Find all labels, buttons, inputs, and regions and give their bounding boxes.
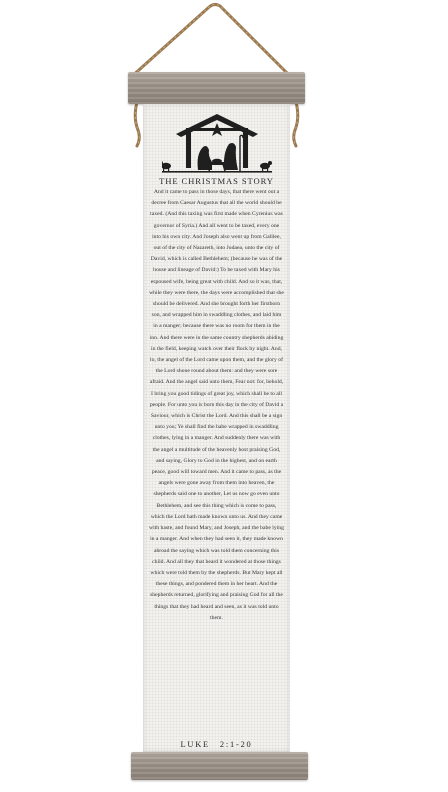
scripture-text: And it came to pass in those days, that there went out a decree from Caesar Augustus that all the world should be taxed. (And this taxing was first made when Cyrenius was governor of Syria.) And all went to be taxed, every one into his own city. And Joseph also went up from Galilee, out of the city of Nazareth, into Judaea, unto the city of David, which is called Bethlehem; (because he was of the house and lineage of David:) To be taxed with Mary his espoused wife, being great with child. And so it was, that, while they were there, the days were accomplished that she should be delivered. And she brought forth her firstborn son, and wrapped him in swaddling clothes, and laid him in a manger; because there was no room for them in the inn. And there were in the same country shepherds abiding in the field, keeping watch over their flock by night. And, lo, the angel of the Lord came upon them, and the glory of the Lord shone round about them: and they were sore afraid. And the angel said unto them, Fear not: for, behold, I bring you good tidings of great joy, which shall be to all people. For unto you is born this day in the city of David a Saviour, which is Christ the Lord. And this shall be a sign unto you; Ye shall find the babe wrapped in swaddling clothes, lying in a manger. And suddenly there was with the angel a multitude of the heavenly host praising God, and saying, Glory to God in the highest, and on earth peace, good will toward men. And it came to pass, as the angels were gone away from them into heaven, the shepherds said one to another, Let us now go even unto Bethlehem, and see this thing which is come to pass, which the Lord hath made known unto us. And they came with haste, and found Mary, and Joseph, and the babe lying in a manger. And when they had seen it, they made known abroad the saying which was told them concerning this child. And all they that heard it wondered at those things which were told them by the shepherds. But Mary kept all these things, and pondered them in her heart. And the shepherds returned, glorifying and praising God for all the things that they had heard and seen, as it was told unto them. [149, 189, 284, 621]
christmas-story-banner [143, 104, 290, 752]
reference-book: LUKE [180, 740, 210, 749]
banner-title: THE CHRISTMAS STORY [159, 176, 274, 186]
nativity-scene-icon [162, 114, 272, 176]
bottom-wooden-dowel [131, 752, 308, 780]
top-wooden-dowel [128, 72, 305, 104]
reference-verses: 2:1-20 [219, 740, 253, 749]
scripture-reference [143, 740, 290, 749]
